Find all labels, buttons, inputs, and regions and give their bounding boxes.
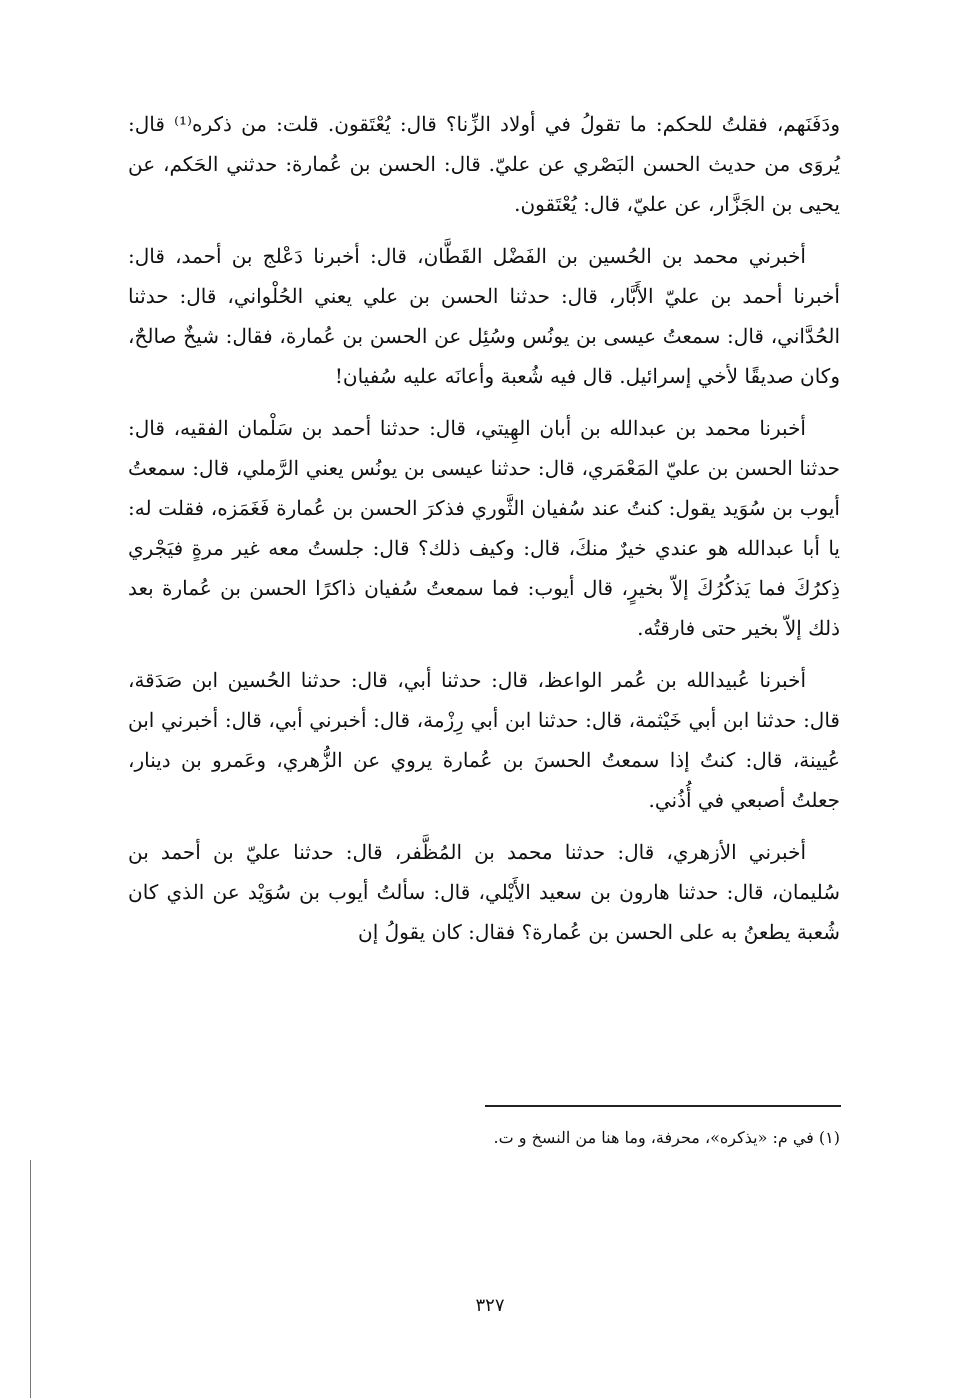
footnote-divider bbox=[485, 1105, 841, 1107]
paragraph-1: ودَفَنَهم، فقلتُ للحكم: ما تقولُ في أولاد الزِّنا؟ قال: يُعْتَقون. قلت: من ذكره⁽¹⁾ قال: يُروَى من حديث الحسن البَصْري عن عليّ. قال: الحسن بن عُمارة: حدثني الحَكم، عن يحيى بن الجَزَّار، عن عليّ، قال: يُعْتَقون. bbox=[128, 112, 840, 216]
paragraph-2: أخبرني محمد بن الحُسين بن الفَضْل القَطَّان، قال: أخبرنا دَعْلج بن أحمد، قال: أخبرنا أحمد بن عليّ الأَبَّار، قال: حدثنا الحسن بن علي يعني الحُلْواني، قال: حدثنا الحُدَّاني، قال: سمعتُ عيسى بن يونُس وسُئِل عن الحسن بن عُمارة، فقال: شيخٌ صالحٌ، وكان صديقًا لأخي إسرائيل. قال فيه شُعبة وأعانَه عليه سُفيان! bbox=[128, 244, 840, 388]
scan-edge-line bbox=[30, 1160, 31, 1398]
main-text-block bbox=[128, 104, 840, 964]
paragraph-5: أخبرني الأزهري، قال: حدثنا محمد بن المُظَّفر، قال: حدثنا عليّ بن أحمد بن سُليمان، قال: حدثنا هارون بن سعيد الأَيْلي، قال: سألتُ أيوب بن سُوَيْد عن الذي كان شُعبة يطعنُ به على الحسن بن عُمارة؟ فقال: كان يقولُ إن bbox=[128, 840, 840, 944]
paragraph-3: أخبرنا محمد بن عبدالله بن أبان الهِيتي، قال: حدثنا أحمد بن سَلْمان الفقيه، قال: حدثنا الحسن بن عليّ المَعْمَري، قال: حدثنا عيسى بن يونُس يعني الرَّملي، قال: سمعتُ أيوب بن سُوَيد يقول: كنتُ عند سُفيان الثَّوري فذكرَ الحسن بن عُمارة فَغَمَزه، فقلت له: يا أبا عبدالله هو عندي خيرٌ منكَ، قال: وكيف ذلك؟ قال: جلستُ معه غير مرةٍ فيَجْري ذِكرُكَ فما يَذكُرُكَ إلاّ بخيرٍ، قال أيوب: فما سمعتُ سُفيان ذاكرًا الحسن بن عُمارة بعد ذلك إلاّ بخير حتى فارقتُه. bbox=[128, 416, 840, 640]
paragraph-4: أخبرنا عُبيدالله بن عُمر الواعظ، قال: حدثنا أبي، قال: حدثنا الحُسين ابن صَدَقة، قال: حدثنا ابن أبي خَيْثمة، قال: حدثنا ابن أبي رِزْمة، قال: أخبرني أبي، قال: أخبرني ابن عُيينة، قال: كنتُ إذا سمعتُ الحسنَ بن عُمارة يروي عن الزُّهري، وعَمرو بن دينار، جعلتُ أصبعي في أُذُني. bbox=[128, 668, 840, 812]
footnote: (١) في م: «يذكره»، محرفة، وما هنا من النسخ و ت. bbox=[493, 1128, 840, 1147]
page-number: ٣٢٧ bbox=[475, 1295, 505, 1316]
